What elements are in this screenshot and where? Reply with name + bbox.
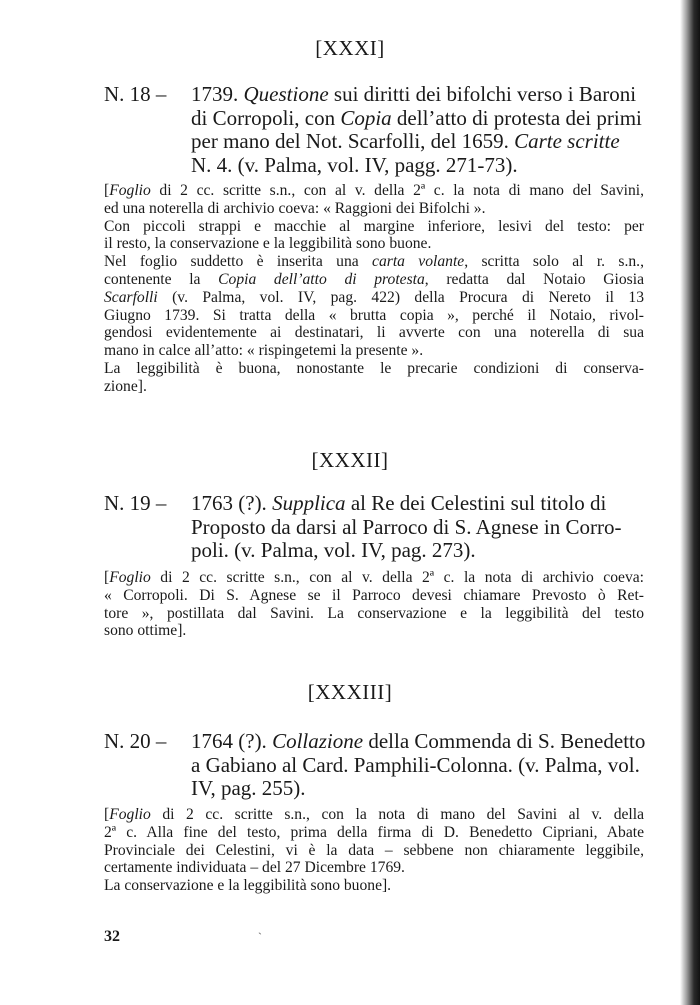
italic-text: Foglio (109, 569, 151, 586)
note-line: ed una noterella di archivio coeva: « Raggioni dei Bifolchi ». (104, 199, 486, 217)
entry-first-line: N. 20 – 1764 (?). Collazione della Commenda di S. Benedetto (104, 729, 646, 753)
note-line: Scarfolli (v. Palma, vol. IV, pag. 422) della Procura di Nereto il 13 (104, 288, 644, 306)
entry-line: IV, pag. 255). (191, 776, 306, 800)
note-line: sono ottime]. (104, 622, 187, 640)
entry-first-line: N. 19 – 1763 (?). Supplica al Re dei Celestini sul titolo di (104, 491, 607, 515)
note-line: [Foglio di 2 cc. scritte s.n., con al v. della 2ª c. la nota di mano del Savini, (104, 182, 644, 199)
note-line: [Foglio di 2 cc. scritte s.n., con la nota di mano del Savini al v. della (104, 806, 644, 823)
note-line: [Foglio di 2 cc. scritte s.n., con al v. della 2ª c. la nota di archivio coeva: (104, 569, 644, 586)
entry-line: per mano del Not. Scarfolli, del 1659. Carte scritte (191, 129, 620, 153)
entry-line: di Corropoli, con Copia dell’atto di protesta dei primi (191, 105, 642, 130)
note-line: Giugno 1739. Si tratta della « brutta copia », perché il Notaio, rivol- (104, 306, 644, 324)
entry-number: N. 20 – (104, 729, 167, 753)
note-line: 2ª c. Alla fine del testo, prima della firma di D. Benedetto Cipriani, Abate (104, 823, 644, 841)
note-line: La leggibilità è buona, nonostante le precarie condizioni di conserva- (104, 359, 644, 377)
note-paragraph (104, 877, 644, 895)
italic-text: Copia (340, 105, 392, 130)
page-number: 32 (104, 928, 120, 945)
note-entry-19 (104, 569, 644, 640)
entry-line: a Gabiano al Card. Pamphili-Colonna. (v. Palma, vol. (191, 752, 640, 777)
note-line: il resto, la conservazione e la leggibilità sono buone. (104, 235, 432, 253)
section-heading-xxxii: [XXXII] (311, 448, 389, 472)
book-spine-shadow (680, 0, 700, 1005)
note-line: Con piccoli strappi e macchie al margine inferiore, lesivi del testo: per (104, 217, 644, 235)
note-line: gendosi evidentemente ai destinatari, li avverte con una noterella di sua (104, 324, 644, 342)
entry-first-line: N. 18 – 1739. Questione sui diritti dei bifolchi verso i Baroni (104, 82, 637, 106)
italic-text: Foglio (109, 806, 151, 823)
italic-text: Collazione (272, 729, 364, 753)
italic-text: Scarfolli (104, 288, 158, 306)
entry-line: N. 4. (v. Palma, vol. IV, pagg. 271-73). (191, 152, 518, 177)
note-line: tore », postillata dal Savini. La conservazione e la leggibilità del testo (104, 604, 644, 622)
note-line: certamente individuata – del 27 Dicembre 1769. (104, 859, 405, 877)
note-line: contenente la Copia dell’atto di protesta, redatta dal Notaio Giosia (104, 270, 644, 288)
entry-19 (104, 492, 644, 563)
entry-number: N. 18 – (104, 82, 167, 106)
italic-text: Questione (243, 82, 329, 106)
note-paragraph (104, 569, 644, 640)
note-line: mano in calce all’atto: « rispingetemi la presente ». (104, 342, 424, 360)
italic-text: carta volante (372, 253, 465, 271)
note-paragraph (104, 360, 644, 396)
section-heading-xxxi: [XXXI] (315, 36, 385, 60)
note-paragraph (104, 806, 644, 877)
stray-mark: ` (258, 930, 262, 944)
italic-text: Foglio (109, 182, 151, 199)
note-line: « Corropoli. Di S. Agnese se il Parroco devesi chiamare Prevosto ò Ret- (104, 586, 644, 604)
entry-line: Proposto da darsi al Parroco di S. Agnese in Corro- (191, 514, 622, 539)
note-line: Provinciale dei Celestini, vi è la data – sebbene non chiaramente leggibile, (104, 841, 644, 859)
section-heading-xxxiii: [XXXIII] (307, 680, 393, 704)
entry-number: N. 19 – (104, 491, 167, 515)
entry-18 (104, 83, 644, 177)
italic-text: Carte scritte (514, 129, 620, 153)
note-paragraph (104, 253, 644, 360)
note-line: Nel foglio suddetto è inserita una carta volante, scritta solo al r. s.n., (104, 253, 644, 271)
italic-text: Copia dell’atto di protesta (218, 270, 425, 288)
note-paragraph (104, 182, 644, 218)
entry-20 (104, 730, 644, 801)
entry-line: poli. (v. Palma, vol. IV, pag. 273). (191, 538, 476, 562)
note-line: zione]. (104, 377, 147, 395)
note-paragraph (104, 218, 644, 254)
italic-text: Supplica (272, 491, 346, 515)
note-entry-20 (104, 806, 644, 895)
note-entry-18 (104, 182, 644, 396)
note-line: La conservazione e la leggibilità sono buone]. (104, 877, 392, 895)
